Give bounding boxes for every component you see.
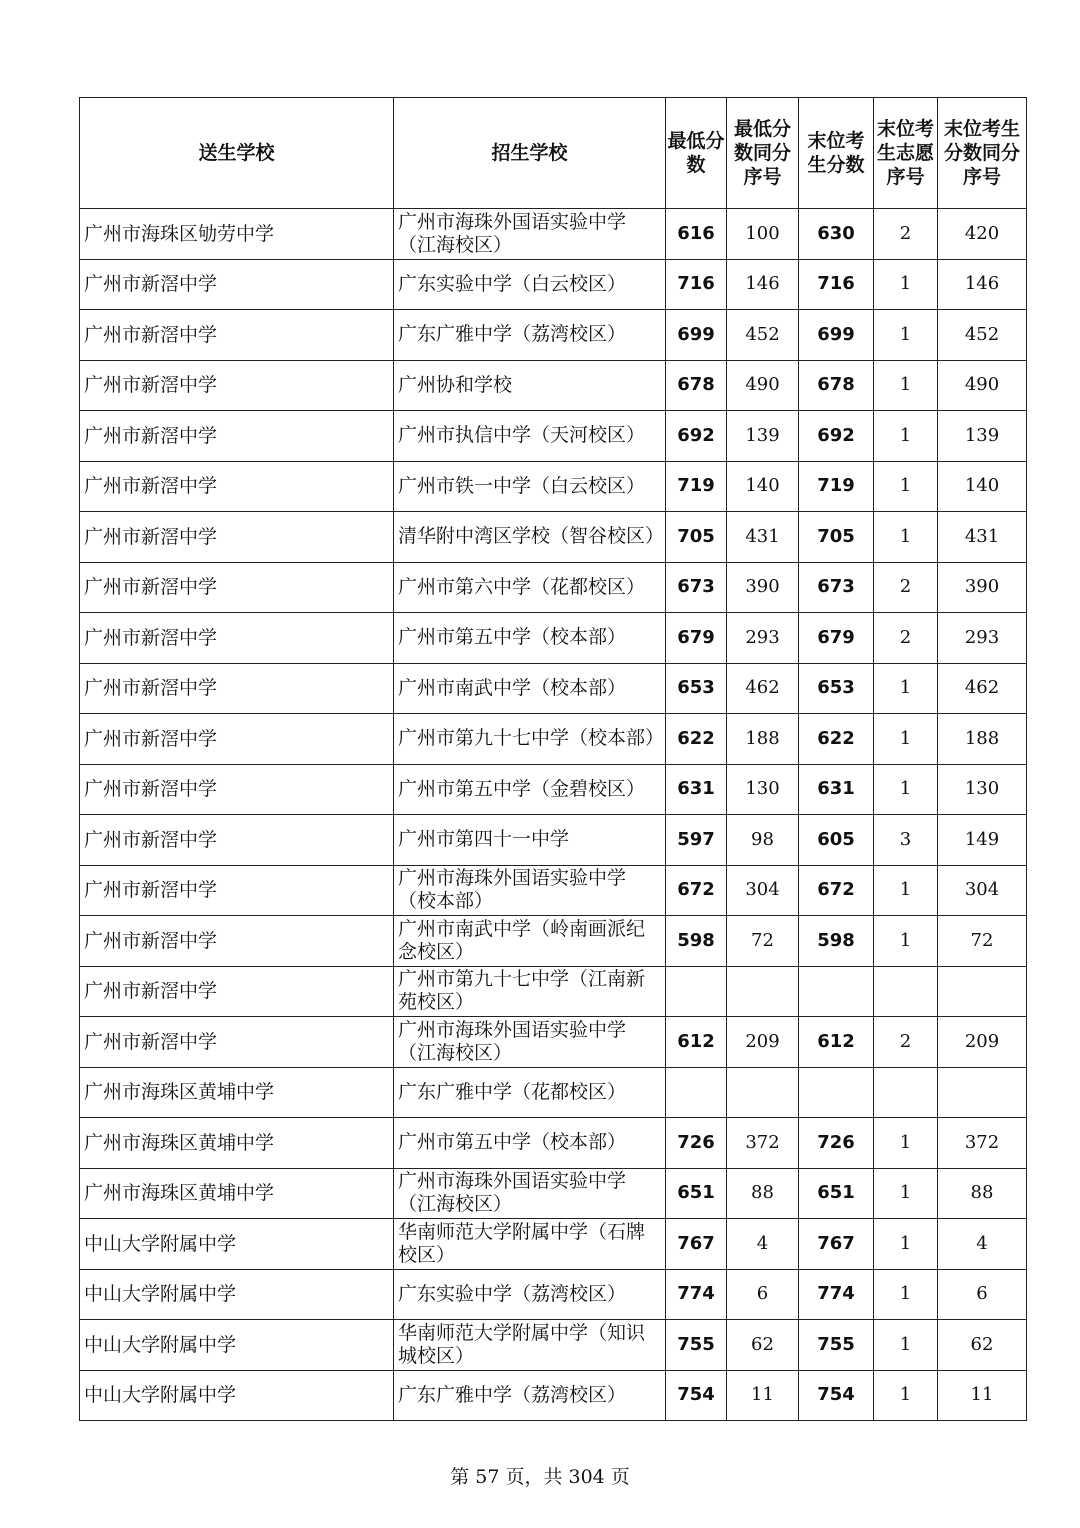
send-school-cell: 广州市海珠区黄埔中学 xyxy=(80,1168,394,1219)
last-choice-cell: 1 xyxy=(874,411,938,462)
table-row xyxy=(80,411,1027,462)
recv-school-cell: 广东广雅中学（花都校区） xyxy=(394,1067,666,1118)
recv-school-cell: 清华附中湾区学校（智谷校区） xyxy=(394,512,666,563)
send-school-cell: 广州市新滘中学 xyxy=(80,865,394,916)
last-rank-cell: 209 xyxy=(938,1017,1027,1068)
last-choice-cell: 1 xyxy=(874,1118,938,1169)
min-score-rank-cell: 140 xyxy=(727,461,799,512)
header-send-school: 送生学校 xyxy=(80,98,394,209)
last-score-cell: 673 xyxy=(799,562,874,613)
send-school-cell: 中山大学附属中学 xyxy=(80,1269,394,1320)
last-choice-cell: 1 xyxy=(874,1269,938,1320)
min-score-rank-cell: 452 xyxy=(727,310,799,361)
recv-school-cell: 华南师范大学附属中学（石牌校区） xyxy=(394,1219,666,1270)
last-choice-cell: 1 xyxy=(874,1370,938,1421)
send-school-cell: 中山大学附属中学 xyxy=(80,1219,394,1270)
table-row xyxy=(80,461,1027,512)
min-score-rank-cell xyxy=(727,966,799,1017)
last-score-cell: 692 xyxy=(799,411,874,462)
min-score-cell: 754 xyxy=(666,1370,727,1421)
min-score-rank-cell: 72 xyxy=(727,916,799,967)
recv-school-cell: 广州市海珠外国语实验中学（江海校区） xyxy=(394,209,666,260)
last-choice-cell: 1 xyxy=(874,360,938,411)
last-choice-cell: 1 xyxy=(874,1168,938,1219)
send-school-cell: 广州市海珠区黄埔中学 xyxy=(80,1118,394,1169)
last-choice-cell: 1 xyxy=(874,461,938,512)
last-rank-cell: 304 xyxy=(938,865,1027,916)
min-score-cell: 726 xyxy=(666,1118,727,1169)
last-choice-cell: 1 xyxy=(874,764,938,815)
table-row xyxy=(80,1168,1027,1219)
min-score-cell: 678 xyxy=(666,360,727,411)
min-score-cell: 651 xyxy=(666,1168,727,1219)
last-rank-cell: 130 xyxy=(938,764,1027,815)
page-footer: 第 57 页，共 304 页 xyxy=(450,1466,630,1488)
last-choice-cell: 1 xyxy=(874,259,938,310)
min-score-rank-cell: 188 xyxy=(727,714,799,765)
recv-school-cell: 广州市铁一中学（白云校区） xyxy=(394,461,666,512)
last-rank-cell: 11 xyxy=(938,1370,1027,1421)
min-score-rank-cell: 209 xyxy=(727,1017,799,1068)
last-choice-cell: 1 xyxy=(874,310,938,361)
min-score-cell xyxy=(666,1067,727,1118)
recv-school-cell: 广州市执信中学（天河校区） xyxy=(394,411,666,462)
min-score-cell: 622 xyxy=(666,714,727,765)
table-row xyxy=(80,966,1027,1017)
last-rank-cell: 140 xyxy=(938,461,1027,512)
last-choice-cell: 1 xyxy=(874,663,938,714)
send-school-cell: 广州市新滘中学 xyxy=(80,663,394,714)
min-score-rank-cell: 130 xyxy=(727,764,799,815)
last-rank-cell: 372 xyxy=(938,1118,1027,1169)
recv-school-cell: 广州市南武中学（岭南画派纪念校区） xyxy=(394,916,666,967)
send-school-cell: 广州市新滘中学 xyxy=(80,1017,394,1068)
recv-school-cell: 广东实验中学（荔湾校区） xyxy=(394,1269,666,1320)
min-score-rank-cell: 11 xyxy=(727,1370,799,1421)
table-row xyxy=(80,512,1027,563)
table-row xyxy=(80,764,1027,815)
recv-school-cell: 广州市第六中学（花都校区） xyxy=(394,562,666,613)
table-row xyxy=(80,1269,1027,1320)
admission-score-table xyxy=(79,97,1027,1421)
table-row xyxy=(80,259,1027,310)
recv-school-cell: 广东实验中学（白云校区） xyxy=(394,259,666,310)
send-school-cell: 广州市新滘中学 xyxy=(80,310,394,361)
min-score-cell xyxy=(666,966,727,1017)
last-rank-cell: 62 xyxy=(938,1320,1027,1371)
header-min-score-rank: 最低分数同分序号 xyxy=(727,98,799,209)
send-school-cell: 广州市新滘中学 xyxy=(80,411,394,462)
last-score-cell: 774 xyxy=(799,1269,874,1320)
last-rank-cell: 452 xyxy=(938,310,1027,361)
last-score-cell: 605 xyxy=(799,815,874,866)
last-score-cell: 631 xyxy=(799,764,874,815)
last-score-cell xyxy=(799,1067,874,1118)
last-score-cell: 622 xyxy=(799,714,874,765)
min-score-cell: 716 xyxy=(666,259,727,310)
min-score-rank-cell: 62 xyxy=(727,1320,799,1371)
min-score-rank-cell: 139 xyxy=(727,411,799,462)
min-score-cell: 679 xyxy=(666,613,727,664)
last-rank-cell: 431 xyxy=(938,512,1027,563)
recv-school-cell: 广州市第五中学（金碧校区） xyxy=(394,764,666,815)
last-choice-cell: 3 xyxy=(874,815,938,866)
min-score-cell: 705 xyxy=(666,512,727,563)
min-score-rank-cell: 372 xyxy=(727,1118,799,1169)
table-row xyxy=(80,1017,1027,1068)
send-school-cell: 广州市新滘中学 xyxy=(80,613,394,664)
send-school-cell: 广州市新滘中学 xyxy=(80,966,394,1017)
last-score-cell: 612 xyxy=(799,1017,874,1068)
min-score-rank-cell: 98 xyxy=(727,815,799,866)
min-score-rank-cell: 304 xyxy=(727,865,799,916)
min-score-cell: 653 xyxy=(666,663,727,714)
last-rank-cell: 146 xyxy=(938,259,1027,310)
last-rank-cell: 420 xyxy=(938,209,1027,260)
recv-school-cell: 广州市海珠外国语实验中学（江海校区） xyxy=(394,1168,666,1219)
last-score-cell: 630 xyxy=(799,209,874,260)
last-rank-cell: 390 xyxy=(938,562,1027,613)
recv-school-cell: 广州市第四十一中学 xyxy=(394,815,666,866)
min-score-cell: 598 xyxy=(666,916,727,967)
table-row xyxy=(80,1370,1027,1421)
last-rank-cell: 293 xyxy=(938,613,1027,664)
min-score-rank-cell xyxy=(727,1067,799,1118)
last-score-cell: 716 xyxy=(799,259,874,310)
min-score-rank-cell: 4 xyxy=(727,1219,799,1270)
recv-school-cell: 广州市第五中学（校本部） xyxy=(394,613,666,664)
last-score-cell: 719 xyxy=(799,461,874,512)
send-school-cell: 广州市新滘中学 xyxy=(80,562,394,613)
last-rank-cell: 72 xyxy=(938,916,1027,967)
last-rank-cell: 6 xyxy=(938,1269,1027,1320)
min-score-rank-cell: 100 xyxy=(727,209,799,260)
last-choice-cell: 1 xyxy=(874,916,938,967)
table-row xyxy=(80,865,1027,916)
send-school-cell: 广州市海珠区黄埔中学 xyxy=(80,1067,394,1118)
send-school-cell: 广州市新滘中学 xyxy=(80,764,394,815)
min-score-rank-cell: 462 xyxy=(727,663,799,714)
table-row xyxy=(80,916,1027,967)
last-choice-cell: 1 xyxy=(874,1320,938,1371)
min-score-cell: 612 xyxy=(666,1017,727,1068)
send-school-cell: 广州市新滘中学 xyxy=(80,360,394,411)
send-school-cell: 广州市新滘中学 xyxy=(80,815,394,866)
last-rank-cell: 88 xyxy=(938,1168,1027,1219)
min-score-rank-cell: 293 xyxy=(727,613,799,664)
table-row xyxy=(80,1219,1027,1270)
recv-school-cell: 广州市第五中学（校本部） xyxy=(394,1118,666,1169)
table-header-row xyxy=(80,98,1027,209)
last-score-cell: 678 xyxy=(799,360,874,411)
table-row xyxy=(80,1067,1027,1118)
last-score-cell: 726 xyxy=(799,1118,874,1169)
last-score-cell: 672 xyxy=(799,865,874,916)
header-recv-school: 招生学校 xyxy=(394,98,666,209)
min-score-rank-cell: 88 xyxy=(727,1168,799,1219)
recv-school-cell: 广东广雅中学（荔湾校区） xyxy=(394,310,666,361)
last-score-cell: 598 xyxy=(799,916,874,967)
send-school-cell: 广州市新滘中学 xyxy=(80,461,394,512)
last-rank-cell: 490 xyxy=(938,360,1027,411)
min-score-cell: 673 xyxy=(666,562,727,613)
table-row xyxy=(80,815,1027,866)
min-score-cell: 719 xyxy=(666,461,727,512)
min-score-cell: 616 xyxy=(666,209,727,260)
header-last-score: 末位考生分数 xyxy=(799,98,874,209)
table-row xyxy=(80,663,1027,714)
table-row xyxy=(80,1320,1027,1371)
min-score-rank-cell: 390 xyxy=(727,562,799,613)
last-rank-cell xyxy=(938,1067,1027,1118)
last-choice-cell: 2 xyxy=(874,1017,938,1068)
table-row xyxy=(80,360,1027,411)
recv-school-cell: 华南师范大学附属中学（知识城校区） xyxy=(394,1320,666,1371)
recv-school-cell: 广州市海珠外国语实验中学（江海校区） xyxy=(394,1017,666,1068)
last-score-cell: 754 xyxy=(799,1370,874,1421)
table-row xyxy=(80,562,1027,613)
header-last-rank: 末位考生分数同分序号 xyxy=(938,98,1027,209)
min-score-rank-cell: 146 xyxy=(727,259,799,310)
table-row xyxy=(80,209,1027,260)
last-rank-cell: 139 xyxy=(938,411,1027,462)
last-choice-cell: 1 xyxy=(874,865,938,916)
last-choice-cell: 1 xyxy=(874,512,938,563)
last-rank-cell: 462 xyxy=(938,663,1027,714)
table-row xyxy=(80,1118,1027,1169)
last-rank-cell xyxy=(938,966,1027,1017)
send-school-cell: 广州市新滘中学 xyxy=(80,512,394,563)
last-score-cell: 705 xyxy=(799,512,874,563)
last-score-cell: 653 xyxy=(799,663,874,714)
send-school-cell: 中山大学附属中学 xyxy=(80,1370,394,1421)
last-choice-cell: 2 xyxy=(874,562,938,613)
send-school-cell: 广州市新滘中学 xyxy=(80,916,394,967)
header-min-score: 最低分数 xyxy=(666,98,727,209)
recv-school-cell: 广州协和学校 xyxy=(394,360,666,411)
last-score-cell: 699 xyxy=(799,310,874,361)
last-score-cell: 651 xyxy=(799,1168,874,1219)
min-score-cell: 672 xyxy=(666,865,727,916)
last-score-cell: 679 xyxy=(799,613,874,664)
last-rank-cell: 188 xyxy=(938,714,1027,765)
send-school-cell: 广州市新滘中学 xyxy=(80,714,394,765)
recv-school-cell: 广州市第九十七中学（校本部） xyxy=(394,714,666,765)
last-choice-cell xyxy=(874,1067,938,1118)
min-score-cell: 755 xyxy=(666,1320,727,1371)
min-score-cell: 597 xyxy=(666,815,727,866)
min-score-rank-cell: 490 xyxy=(727,360,799,411)
last-score-cell xyxy=(799,966,874,1017)
last-rank-cell: 149 xyxy=(938,815,1027,866)
table-row xyxy=(80,310,1027,361)
send-school-cell: 广州市新滘中学 xyxy=(80,259,394,310)
last-rank-cell: 4 xyxy=(938,1219,1027,1270)
recv-school-cell: 广州市第九十七中学（江南新苑校区） xyxy=(394,966,666,1017)
min-score-cell: 692 xyxy=(666,411,727,462)
recv-school-cell: 广州市海珠外国语实验中学（校本部） xyxy=(394,865,666,916)
last-score-cell: 755 xyxy=(799,1320,874,1371)
recv-school-cell: 广州市南武中学（校本部） xyxy=(394,663,666,714)
send-school-cell: 广州市海珠区劬劳中学 xyxy=(80,209,394,260)
send-school-cell: 中山大学附属中学 xyxy=(80,1320,394,1371)
table-row xyxy=(80,714,1027,765)
table-row xyxy=(80,613,1027,664)
last-score-cell: 767 xyxy=(799,1219,874,1270)
min-score-cell: 767 xyxy=(666,1219,727,1270)
last-choice-cell: 2 xyxy=(874,209,938,260)
min-score-rank-cell: 6 xyxy=(727,1269,799,1320)
min-score-rank-cell: 431 xyxy=(727,512,799,563)
recv-school-cell: 广东广雅中学（荔湾校区） xyxy=(394,1370,666,1421)
min-score-cell: 631 xyxy=(666,764,727,815)
last-choice-cell: 1 xyxy=(874,714,938,765)
header-last-choice: 末位考生志愿序号 xyxy=(874,98,938,209)
min-score-cell: 699 xyxy=(666,310,727,361)
last-choice-cell: 2 xyxy=(874,613,938,664)
last-choice-cell: 1 xyxy=(874,1219,938,1270)
min-score-cell: 774 xyxy=(666,1269,727,1320)
last-choice-cell xyxy=(874,966,938,1017)
